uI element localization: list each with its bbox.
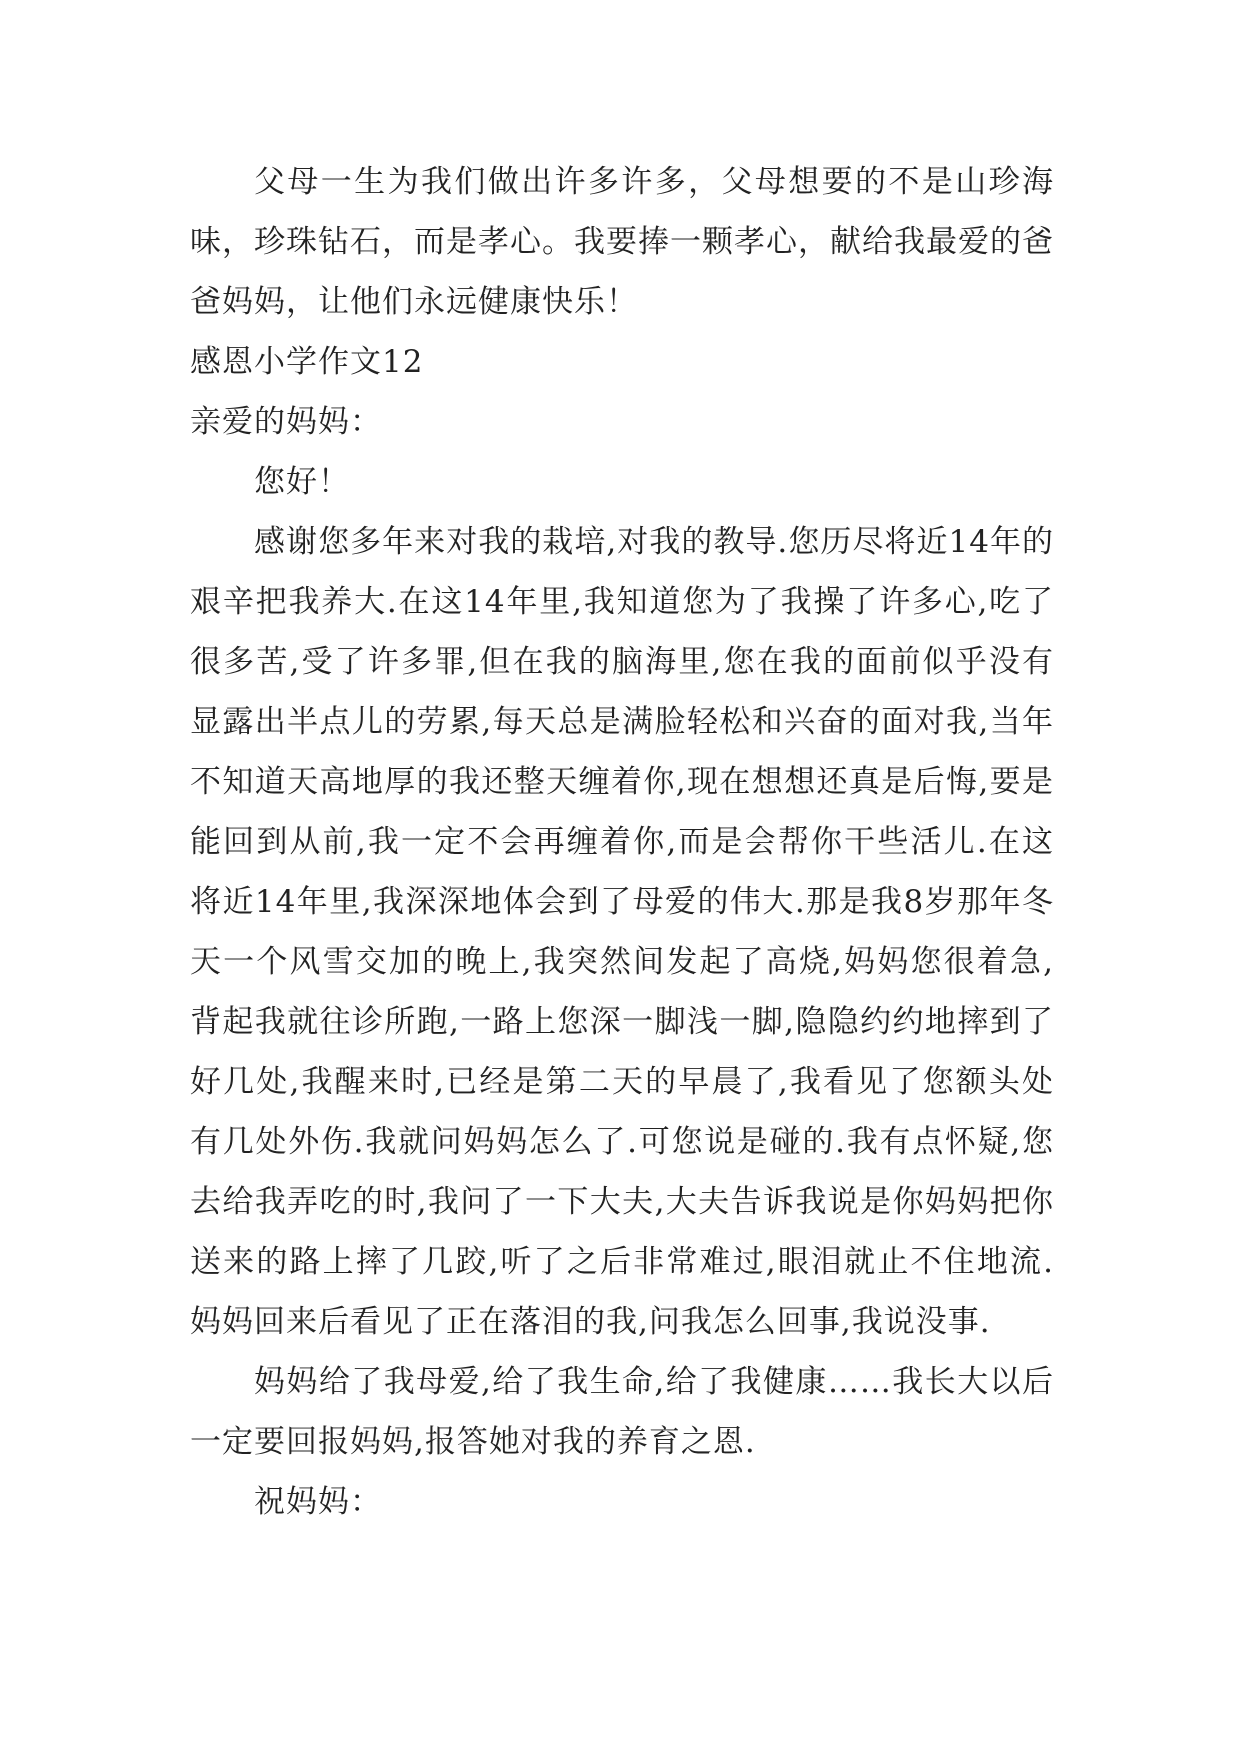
document-body xyxy=(190,152,1054,1532)
salutation: 亲爱的妈妈： xyxy=(190,404,382,440)
body-paragraph-1: 感谢您多年来对我的栽培,对我的教导.您历尽将近14年的艰辛把我养大.在这14年里,我知道您为了我操了许多心,吃了很多苦,受了许多罪,但在我的脑海里,您在我的面前似乎没有显露出半点儿的劳累,每天总是满脸轻松和兴奋的面对我,当年不知道天高地厚的我还整天缠着你,现在想想还真是后悔,要是能回到从前,我一定不会再缠着你,而是会帮你干些活儿.在这将近14年里,我深深地体会到了母爱的伟大.那是我8岁那年冬天一个风雪交加的晚上,我突然间发起了高烧,妈妈您很着急,背起我就往诊所跑,一路上您深一脚浅一脚,隐隐约约地摔到了好几处,我醒来时,已经是第二天的早晨了,我看见了您额头处有几处外伤.我就问妈妈怎么了.可您说是碰的.我有点怀疑,您去给我弄吃的时,我问了一下大夫,大夫告诉我说是你妈妈把你送来的路上摔了几跤,听了之后非常难过,眼泪就止不住地流.妈妈回来后看见了正在落泪的我,问我怎么回事,我说没事. xyxy=(190,524,1054,1340)
essay-title: 感恩小学作文12 xyxy=(190,344,424,380)
closing-wish: 祝妈妈： xyxy=(254,1484,382,1520)
closing-paragraph-prev: 父母一生为我们做出许多许多，父母想要的不是山珍海味，珍珠钻石，而是孝心。我要捧一颗孝心，献给我最爱的爸爸妈妈，让他们永远健康快乐！ xyxy=(190,164,1054,320)
greeting: 您好！ xyxy=(254,464,350,500)
body-paragraph-2: 妈妈给了我母爱,给了我生命,给了我健康……我长大以后一定要回报妈妈,报答她对我的养育之恩. xyxy=(190,1364,1054,1460)
